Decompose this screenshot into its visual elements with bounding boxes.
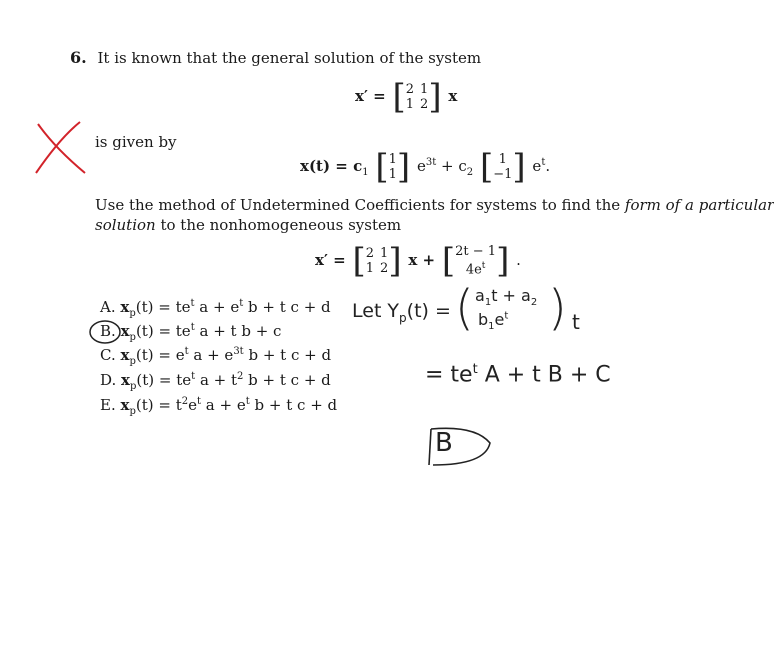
hand-sup: t — [504, 310, 509, 322]
vector-2: [ 1 −1 ] — [479, 147, 526, 187]
eq3-x-plus: x + — [408, 251, 436, 269]
choice-expr: (t) = te — [135, 322, 191, 340]
choice-sub: p — [129, 332, 136, 343]
choice-label: C. — [100, 346, 116, 364]
choice-sup: t — [190, 322, 195, 333]
instruction-text: Use the method of Undetermined Coefficients for systems to find the — [95, 196, 625, 214]
choice-sub: p — [129, 308, 136, 319]
choice-sub: p — [129, 406, 136, 417]
matrix-cell: 2 — [420, 97, 429, 112]
hand-row1: $a_1t + a_2$ — [475, 286, 538, 309]
vector-cell: 1 — [498, 152, 507, 167]
choice-lhs: x — [120, 396, 130, 414]
vector-cell: 1 — [388, 152, 397, 167]
choice-sup: t — [184, 346, 189, 357]
choice-label: A. — [100, 298, 116, 316]
answer-bracket-icon — [425, 425, 505, 470]
handwritten-answer: B — [435, 428, 453, 458]
problem-number: 6. — [70, 48, 87, 67]
exp-e: e — [532, 157, 542, 175]
general-solution — [300, 147, 551, 187]
hand-sub: p — [399, 310, 407, 325]
forcing-cell — [455, 259, 496, 277]
vector-cell: 1 — [388, 167, 397, 182]
forcing-vector: [ 2t − 1 $4e^t$ ] — [441, 241, 510, 281]
choice-d[interactable] — [100, 371, 331, 392]
hand-let: Let Y — [352, 300, 400, 322]
hand-a: a — [475, 286, 485, 305]
choice-lhs: x — [120, 298, 130, 316]
choice-expr: (t) = te — [136, 371, 192, 389]
exp-t: t — [541, 157, 546, 168]
vector-1: [ 1 1 ] — [375, 147, 411, 187]
forcing-cell: 2t − 1 — [455, 244, 497, 260]
choice-sub: p — [129, 356, 136, 367]
hand-row1-rest: t + a — [491, 286, 531, 305]
matrix-cell: 2 — [380, 261, 389, 276]
hand-line2-rest: A + t B + C — [477, 362, 611, 388]
choice-b[interactable] — [100, 322, 281, 343]
choice-label: E. — [100, 396, 116, 414]
choice-sup: 2 — [237, 371, 244, 382]
choice-label: B. — [100, 322, 116, 340]
hand-paren-left: ( — [455, 280, 474, 336]
choice-sub: p — [130, 381, 137, 392]
choice-rest: b + t c + d — [243, 298, 331, 316]
instruction-line-1 — [95, 196, 774, 214]
exp-e: e — [416, 157, 426, 175]
matrix-cell: 1 — [380, 246, 389, 261]
hand-sup: t — [472, 362, 478, 377]
c2-sub: 2 — [466, 167, 474, 178]
hand-eq: (t) = — [406, 300, 451, 322]
instruction-italic: form of a particular — [624, 196, 774, 214]
nonhomogeneous-system — [315, 241, 521, 281]
hand-row2: $b_1e^t$ — [478, 310, 509, 333]
choice-expr: (t) = te — [135, 298, 191, 316]
eq1-vector: x — [448, 87, 458, 105]
equation-system — [355, 77, 458, 117]
choice-rest: a + t — [195, 371, 238, 389]
forcing-4e: 4e — [465, 262, 482, 278]
choice-rest: b + t c + d — [243, 371, 331, 389]
choice-sup: t — [197, 396, 202, 407]
choice-label: D. — [100, 371, 117, 389]
hand-trail-t: t — [572, 310, 580, 334]
hand-paren-right: ) — [548, 280, 567, 336]
choice-expr: (t) = t — [135, 396, 182, 414]
choice-rest: a + e — [188, 346, 234, 364]
matrix-a: [ 2 1 1 2 ] — [392, 77, 442, 117]
choice-sup: t — [239, 298, 244, 309]
period: . — [516, 251, 521, 269]
choice-a[interactable] — [100, 298, 331, 319]
handwritten-let — [352, 300, 451, 325]
matrix-cell: 1 — [420, 82, 429, 97]
choice-lhs: x — [120, 322, 130, 340]
choice-rest: a + e — [194, 298, 240, 316]
eq3-lhs: x′ = — [315, 251, 346, 269]
eq1-lhs: x′ = — [355, 87, 386, 105]
handwritten-line-2 — [425, 362, 611, 387]
forcing-sup: t — [481, 261, 486, 272]
matrix-cell: 2 — [405, 82, 415, 97]
hand-b: b — [478, 310, 489, 329]
choice-sup: 3t — [233, 346, 244, 357]
exp-3t: 3t — [425, 157, 437, 168]
matrix-a: [ 2 1 1 2 ] — [352, 241, 402, 281]
choice-rest: a + t b + c — [194, 322, 282, 340]
choice-lhs: x — [121, 371, 130, 389]
plus-c: + c — [441, 157, 467, 175]
instruction-italic: solution — [95, 216, 156, 234]
choice-sup: t — [191, 371, 196, 382]
c1-sub: 1 — [362, 167, 369, 178]
choice-sup: 2 — [181, 396, 189, 407]
wrong-mark-icon — [30, 118, 90, 178]
choice-c[interactable] — [100, 346, 331, 367]
choice-rest: e — [188, 396, 197, 414]
matrix-cell: 2 — [365, 246, 375, 261]
choice-rest: $a + e^t$ b + t c + d — [201, 396, 338, 414]
choice-lhs: x — [120, 346, 130, 364]
vector-cell: −1 — [493, 167, 513, 182]
instruction-line-2 — [95, 216, 401, 234]
answer-circle-icon — [88, 318, 124, 346]
instruction-text: to the nonhomogeneous system — [155, 216, 402, 234]
problem-header — [70, 48, 481, 67]
matrix-cell: 1 — [405, 97, 415, 112]
problem-intro: It is known that the general solution of the system — [97, 49, 482, 67]
choice-expr: (t) = e — [135, 346, 185, 364]
hand-row2-rest: e — [494, 310, 505, 329]
hand-line2: = te — [425, 362, 473, 388]
matrix-cell: 1 — [365, 261, 375, 276]
is-given-by: is given by — [95, 133, 177, 151]
choice-sup: t — [190, 298, 195, 309]
period: . — [545, 157, 551, 175]
choice-rest: b + t c + d — [243, 346, 332, 364]
choice-e[interactable] — [100, 396, 337, 417]
eq2-lhs: x(t) = c — [300, 157, 363, 175]
